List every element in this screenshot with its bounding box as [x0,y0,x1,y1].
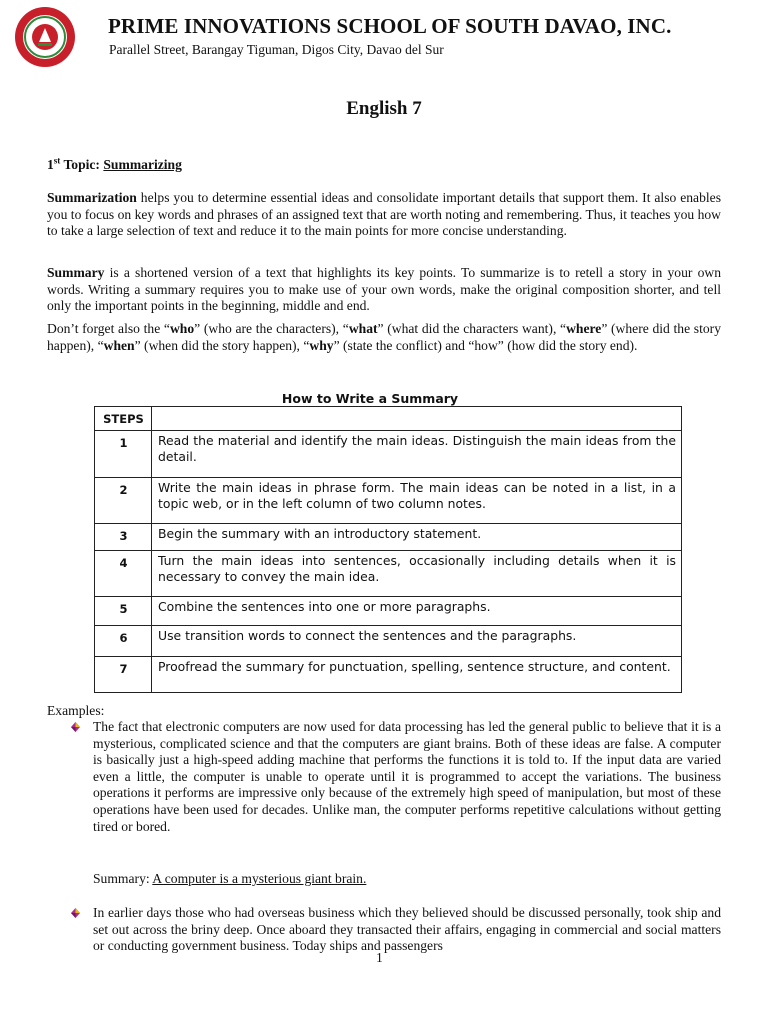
example-2-text: In earlier days those who had overseas business which they believed should be discussed personally, took ship and set out across the briny deep. Once aboard they transacted their affairs, engaging in commercial and social matters or conducting government business. Today ships and passengers [93,905,721,954]
step-text: Write the main ideas in phrase form. The main ideas can be noted in a list, in a topic web, or in the left column of two column notes. [152,477,682,523]
diamond-bullet-icon [69,721,82,733]
example-summary [93,871,366,887]
table-row [95,477,682,523]
table-header-row [95,407,682,431]
examples-label: Examples: [47,703,105,718]
step-number: 3 [95,523,152,550]
p3-text-d: ” (where did the story happen), “ [47,321,721,353]
p3-text-a: Don’t forget also the “ [47,321,170,336]
topic-number: 1 [47,157,54,172]
example-item [72,719,721,835]
summary-label: Summary: [93,871,153,886]
p3-text-f: ” (state the conflict) and “how” (how did the story end). [333,337,638,353]
topic-label: Topic: [60,157,104,172]
step-number: 6 [95,625,152,656]
paragraph-summary [47,265,721,315]
paragraph-2-text: is a shortened version of a text that highlights its key points. To summarize is to retell a story in your own words. Writing a summary requires you to make use of your own words, make the original composition shorter, and tell only the important points in the beginning, middle and end. [47,265,721,314]
step-number: 1 [95,430,152,477]
table-row [95,430,682,477]
p3-what: what [348,321,378,336]
p3-why: why [309,337,334,353]
step-text: Begin the summary with an introductory statement. [152,523,682,550]
paragraph-reminders [47,321,721,354]
example-item [72,905,721,955]
table-title: How to Write a Summary [281,391,459,406]
paragraph-2-bold: Summary [47,265,105,280]
table-header-steps: STEPS [95,407,152,431]
step-number: 7 [95,656,152,692]
paragraph-summarization [47,190,721,240]
school-logo [14,6,76,68]
steps-table [94,406,682,693]
topic-suffix: st [53,155,61,166]
p3-when: when [103,337,135,353]
example-1-text: The fact that electronic computers are now used for data processing has led the general public to believe that it is a mysterious, complicated science and that the computers are giant brains. Both of these ideas are false. A computer is basically just a high-speed adding machine that performs the functions it is told to. If the input data are varied even a little, the computer is unable to operate until it is programmed to accept the variations. The business operations it performs are impressive only because of the extremely high speed of manipulation, but most of these operations have been used for decades. Unlike man, the computer performs repetitive calculations without getting tired or bored. [93,719,721,834]
p3-text-b: ” (who are the characters), “ [194,321,349,336]
table-row [95,550,682,596]
step-text: Read the material and identify the main ideas. Distinguish the main ideas from the detail. [152,430,682,477]
school-address: Parallel Street, Barangay Tiguman, Digos City, Davao del Sur [109,42,444,57]
table-row [95,656,682,692]
step-text: Proofread the summary for punctuation, spelling, sentence structure, and content. [152,656,682,692]
step-text: Turn the main ideas into sentences, occasionally including details when it is necessary to convey the main idea. [152,550,682,596]
step-text: Use transition words to connect the sentences and the paragraphs. [152,625,682,656]
step-number: 5 [95,596,152,625]
step-number: 4 [95,550,152,596]
table-row [95,523,682,550]
step-text: Combine the sentences into one or more paragraphs. [152,596,682,625]
p3-text-e: ” (when did the story happen), “ [134,337,310,353]
page-number: 1 [376,950,383,965]
p3-who: who [169,321,195,336]
paragraph-1-text: helps you to determine essential ideas and consolidate important details that support them. It also enables you to focus on key words and phrases of an assigned text that are worth noting and remembering. Thus, it teaches you how to take a large selection of text and reduce it to the main points for more concise understanding. [47,190,721,239]
diamond-bullet-icon [69,907,82,919]
paragraph-1-bold: Summarization [47,190,137,205]
table-row [95,625,682,656]
topic-heading [47,157,721,174]
summary-text: A computer is a mysterious giant brain. [152,871,367,886]
school-name: PRIME INNOVATIONS SCHOOL OF SOUTH DAVAO, INC. [108,14,672,38]
topic-title: Summarizing [103,157,182,172]
p3-where: where [566,321,602,336]
step-number: 2 [95,477,152,523]
p3-text-c: ” (what did the characters want), “ [377,321,567,336]
table-row [95,596,682,625]
table-header-blank [152,407,682,431]
subject-title: English 7 [346,98,422,119]
